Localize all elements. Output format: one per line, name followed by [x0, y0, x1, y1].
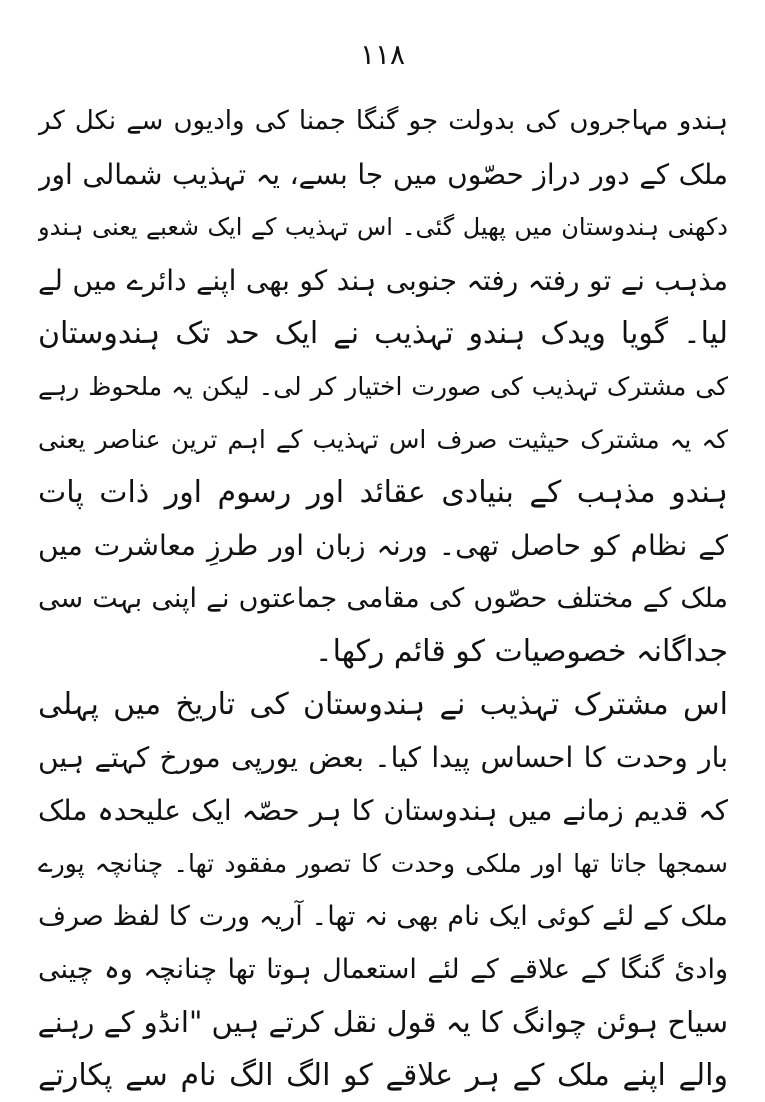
paragraph-1-line-3: دکھنی ہندوستان میں پھیل گئی۔ اس تہذیب کے ایک شعبے یعنی ہندو [38, 213, 728, 241]
paragraph-1-line-9: کے نظام کو حاصل تھی۔ ورنہ زبان اور طرزِ معاشرت میں [38, 529, 728, 562]
paragraph-1-line-5: لیا۔ گویا ویدک ہندو تہذیب نے ایک حد تک ہندوستان [38, 316, 728, 351]
paragraph-2-line-8: والے اپنے ملک کے ہر علاقے کو الگ الگ نام سے پکارتے [38, 1058, 728, 1093]
body-text [38, 95, 728, 1102]
page-number: ۱۱۸ [359, 38, 406, 71]
paragraph-2-line-7: سیاح ہوئن چوانگ کا یہ قول نقل کرتے ہیں "انڈو کے رہنے [38, 1005, 728, 1039]
paragraph-1-line-6: کی مشترک تہذیب کی صورت اختیار کر لی۔ لیکن یہ ملحوظ رہے [38, 372, 728, 401]
paragraph-1-line-8: ہندو مذہب کے بنیادی عقائد اور رسوم اور ذات پات [38, 475, 728, 510]
paragraph-1-line-1: ہندو مہاجروں کی بدولت جو گنگا جمنا کی وادیوں سے نکل کر [38, 106, 728, 136]
paragraph-1-line-4: مذہب نے تو رفتہ رفتہ جنوبی ہند کو بھی اپنے دائرے میں لے [38, 264, 728, 297]
paragraph-2-line-5: ملک کے لئے کوئی ایک نام بھی نہ تھا۔ آریہ ورت کا لفظ صرف [38, 901, 728, 932]
paragraph-1-line-11: جداگانہ خصوصیات کو قائم رکھا۔ [315, 634, 728, 669]
paragraph-2-line-2: بار وحدت کا احساس پیدا کیا۔ بعض یورپی مورخ کہتے ہیں [38, 741, 728, 774]
paragraph-2-line-4: سمجھا جاتا تھا اور ملکی وحدت کا تصور مفقود تھا۔ چنانچہ پورے [38, 849, 728, 878]
paragraph-1-line-10: ملک کے مختلف حصّوں کی مقامی جماعتوں نے اپنی بہت سی [38, 583, 728, 614]
paragraph-1-line-2: ملک کے دور دراز حصّوں میں جا بسے، یہ تہذیب شمالی اور [38, 158, 728, 191]
paragraph-1-line-7: کہ یہ مشترک حیثیت صرف اس تہذیب کے اہم ترین عناصر یعنی [38, 425, 728, 454]
paragraph-2-line-1: اس مشترک تہذیب نے ہندوستان کی تاریخ میں پہلی [38, 687, 728, 722]
paragraph-2-line-6: وادیٔ گنگا کے علاقے کے لئے استعمال ہوتا تھا چنانچہ وہ چینی [38, 954, 728, 985]
paragraph-2-line-3: کہ قدیم زمانے میں ہندوستان کا ہر حصّہ ایک علیحدہ ملک [38, 794, 728, 827]
